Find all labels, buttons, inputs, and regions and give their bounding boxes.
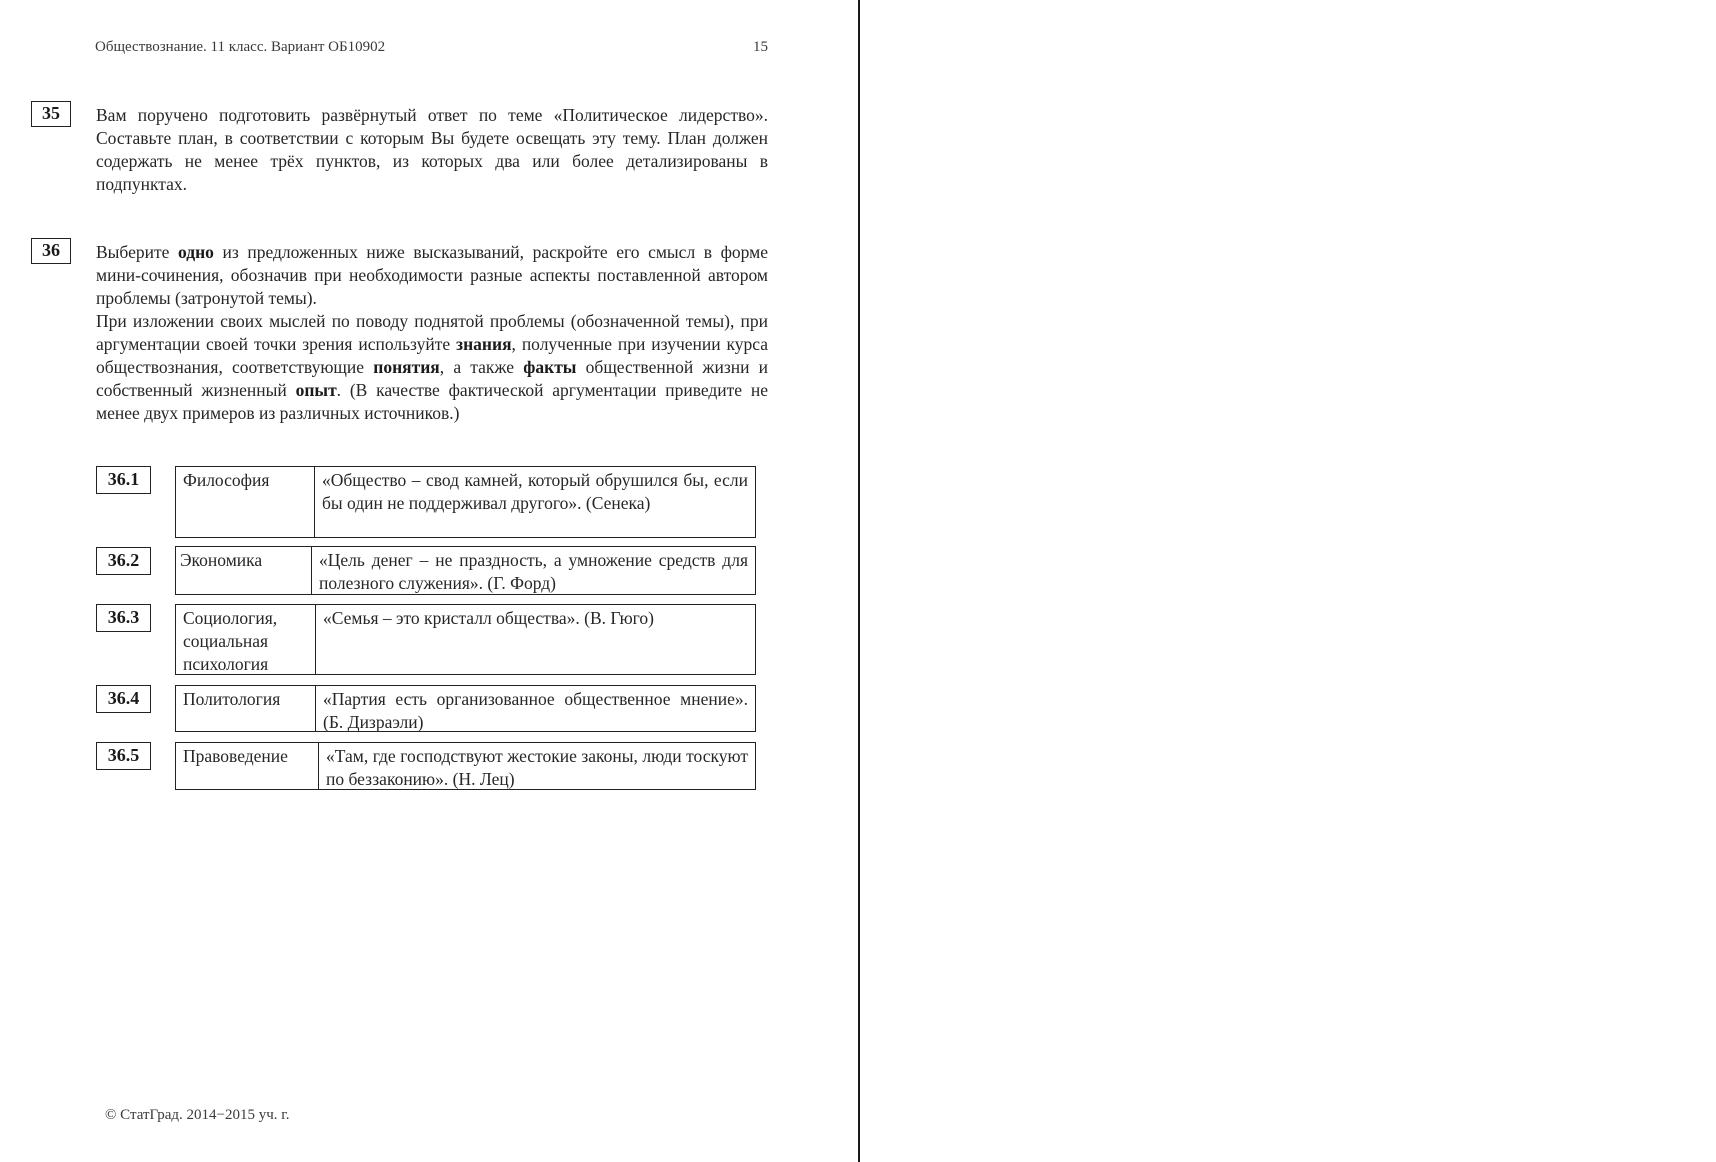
statement-number: 36.1 — [96, 466, 151, 494]
statement-row — [175, 742, 756, 790]
running-header: Обществознание. 11 класс. Вариант ОБ10902 — [95, 39, 386, 55]
task-36-instructions: Выберите одно из предложенных ниже высказываний, раскройте его смысл в форме мини-сочинения, обозначив при необходимости разные аспекты поставленной автором проблемы (затронутой темы). При изложении своих мыслей по поводу поднятой проблемы (обозначенной темы), при аргументации своей точки зрения используйте знания, полученные при изучении курса обществознания, соответствующие понятия, а также факты общественной жизни и собственный жизненный опыт. (В качестве фактической аргументации приведите не менее двух примеров из различных источников.) — [96, 242, 769, 423]
statement-subject: Экономика — [176, 547, 312, 594]
statement-row — [175, 685, 756, 732]
statement-subject: Политология — [176, 686, 316, 731]
task-number-36: 36 — [31, 238, 71, 264]
task-35-text: Вам поручено подготовить развёрнутый ответ по теме «Политическое лидерство». Составьте план, в соответствии с которым Вы будете освещать эту тему. План должен содержать не менее трёх пунктов, из которых два или более детализированы в подпунктах. — [96, 105, 768, 194]
statement-number: 36.3 — [96, 604, 151, 632]
statement-number: 36.5 — [96, 742, 151, 770]
statement-quote: «Цель денег – не праздность, а умножение средств для полезного служения». (Г. Форд) — [319, 550, 748, 593]
statement-number: 36.4 — [96, 685, 151, 713]
statement-subject: Философия — [176, 467, 315, 537]
page-number: 15 — [753, 39, 768, 55]
statement-subject: Социология, социальная психология — [176, 605, 316, 674]
statement-quote: «Общество – свод камней, который обрушился бы, если бы один не поддерживал другого». (Сенека) — [322, 470, 748, 513]
statement-row — [175, 604, 756, 675]
page-divider — [858, 0, 860, 1162]
statement-row — [175, 546, 756, 595]
statement-quote: «Партия есть организованное общественное мнение». (Б. Дизраэли) — [323, 689, 748, 732]
statement-quote: «Там, где господствуют жестокие законы, люди тоскуют по беззаконию». (Н. Лец) — [326, 746, 748, 789]
statement-row — [175, 466, 756, 538]
task-number-35: 35 — [31, 101, 71, 127]
copyright-footer: © СтатГрад. 2014−2015 уч. г. — [105, 1107, 290, 1123]
statement-quote: «Семья – это кристалл общества». (В. Гюго) — [323, 608, 655, 628]
statement-number: 36.2 — [96, 547, 151, 575]
statement-subject: Правоведение — [176, 743, 319, 789]
